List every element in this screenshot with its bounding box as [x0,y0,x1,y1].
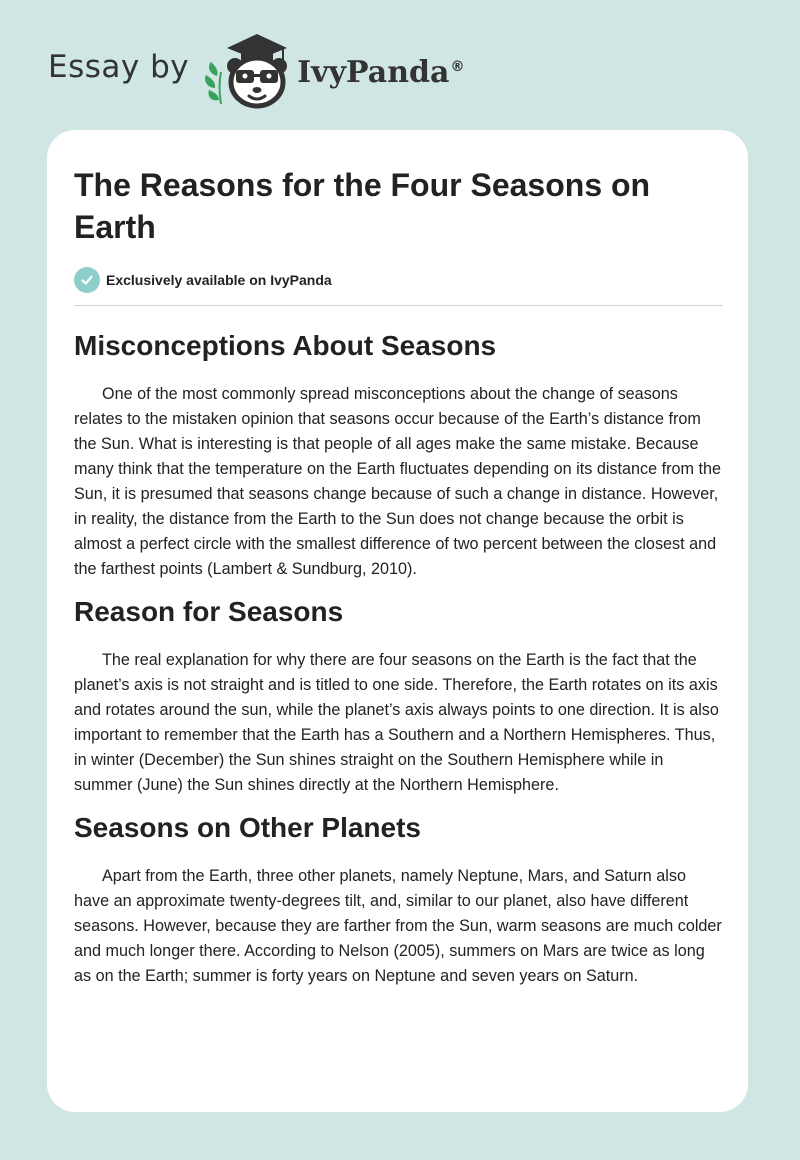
essay-content [74,164,724,989]
section-misconceptions [74,328,724,582]
section-paragraph: Apart from the Earth, three other planets, namely Neptune, Mars, and Saturn also have an approximate twenty-degrees tilt, and, similar to our planet, also have different seasons. However, because they are farther from the Sun, warm seasons are much colder and much longer there. According to Nelson (2005), summers on Mars are twice as long as on the Earth; summer is forty years on Neptune and seven years on Saturn. [74,867,722,985]
brand-name[interactable]: IvyPanda® [297,54,465,90]
essay-title: The Reasons for the Four Seasons on Earth [74,167,651,245]
section-reason [74,594,724,798]
section-heading: Misconceptions About Seasons [74,330,497,361]
brand-prefix: Essay by [48,49,190,85]
section-heading: Reason for Seasons [74,596,344,627]
section-paragraph: One of the most commonly spread misconceptions about the change of seasons relates to the mistaken opinion that seasons occur because of the Earth’s distance from the Sun. What is interesting is that people of all ages make the same mistake. Because many think that the temperature on the Earth fluctuates depending on its distance from the Sun, it is presumed that seasons change because of such a change in distance. However, in reality, the distance from the Earth to the Sun does not change because the orbit is almost a perfect circle with the smallest difference of two percent between the closest and the farthest points (Lambert & Sundburg, 2010). [74,385,721,578]
exclusive-badge [74,267,724,293]
section-other-planets [74,810,724,989]
section-paragraph: The real explanation for why there are four seasons on the Earth is the fact that the planet’s axis is not straight and is titled to one side. Therefore, the Earth rotates on its axis and rotates around the sun, while the planet’s axis always points to one direction. It is also important to remember that the Earth has a Southern and a Northern Hemispheres. Thus, in winter (December) the Sun shines straight on the Southern Hemisphere while in summer (June) the Sun shines directly at the Northern Hemisphere. [74,651,719,794]
title-divider [74,305,723,306]
exclusive-label: Exclusively available on IvyPanda [106,272,332,288]
panda-graduate-logo-icon[interactable] [203,30,295,110]
essay-card [47,130,748,1112]
section-heading: Seasons on Other Planets [74,812,421,843]
registered-mark: ® [450,58,465,75]
check-icon [74,267,100,293]
brand-header [48,30,464,110]
